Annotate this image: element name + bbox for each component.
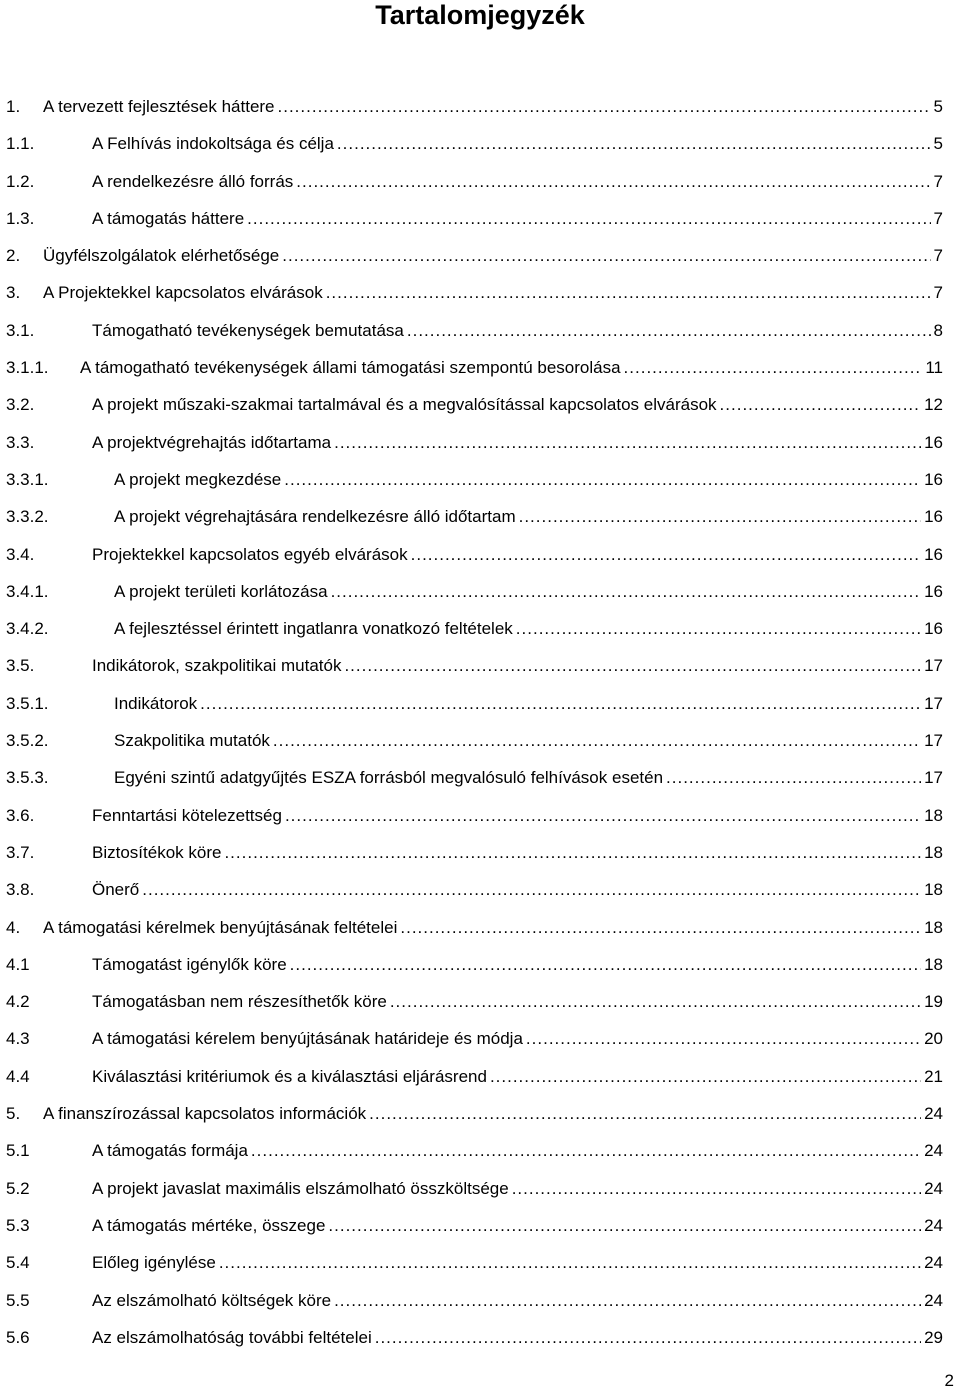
dot-leader xyxy=(666,759,921,796)
toc-entry-label: A támogatás formája xyxy=(92,1141,248,1161)
dot-leader xyxy=(516,610,921,647)
toc-entry[interactable] xyxy=(0,386,960,423)
toc-entry-number: 4.1 xyxy=(6,954,30,974)
toc-entry-number: 3.4.1. xyxy=(6,581,49,601)
dot-leader xyxy=(337,125,931,162)
dot-leader xyxy=(375,1319,921,1356)
dot-leader xyxy=(285,797,921,834)
toc-entry[interactable] xyxy=(0,237,960,274)
toc-entry-page: 16 xyxy=(924,469,943,489)
toc-entry[interactable] xyxy=(0,647,960,684)
toc-entry-page: 29 xyxy=(924,1327,943,1347)
toc-entry[interactable] xyxy=(0,200,960,237)
toc-entry-number: 4.2 xyxy=(6,992,30,1012)
toc-entry[interactable] xyxy=(0,797,960,834)
toc-entry-number: 5.3 xyxy=(6,1215,30,1235)
toc-entry-page: 7 xyxy=(933,208,943,228)
toc-entry-page: 16 xyxy=(924,544,943,564)
toc-entry-page: 24 xyxy=(924,1141,943,1161)
toc-entry-page: 12 xyxy=(924,395,943,415)
toc-entry-page: 5 xyxy=(933,134,943,154)
toc-entry[interactable] xyxy=(0,125,960,162)
toc-entry[interactable] xyxy=(0,685,960,722)
toc-entry[interactable] xyxy=(0,88,960,125)
toc-entry[interactable] xyxy=(0,871,960,908)
toc-entry-label: A Felhívás indokoltsága és célja xyxy=(92,134,334,154)
toc-entry-label: A projekt javaslat maximális elszámolható összköltsége xyxy=(92,1178,509,1198)
toc-entry[interactable] xyxy=(0,274,960,311)
dot-leader xyxy=(369,1095,921,1132)
toc-entry[interactable] xyxy=(0,946,960,983)
toc-entry-page: 16 xyxy=(924,432,943,452)
toc-entry-label: A projektvégrehajtás időtartama xyxy=(92,432,332,452)
toc-entry-label: A projekt megkezdése xyxy=(114,469,282,489)
toc-entry-label: A finanszírozással kapcsolatos információk xyxy=(43,1104,367,1124)
toc-entry[interactable] xyxy=(0,1319,960,1356)
toc-entry-number: 4.3 xyxy=(6,1029,30,1049)
toc-entry[interactable] xyxy=(0,498,960,535)
dot-leader xyxy=(326,274,931,311)
toc-entry-page: 24 xyxy=(924,1178,943,1198)
toc-entry-page: 7 xyxy=(933,246,943,266)
toc-entry[interactable] xyxy=(0,1244,960,1281)
toc-entry-number: 5.5 xyxy=(6,1290,30,1310)
toc-entry-number: 3.3.2. xyxy=(6,507,49,527)
toc-entry-number: 4. xyxy=(6,917,21,937)
toc-entry-label: A tervezett fejlesztések háttere xyxy=(43,97,275,116)
toc-entry[interactable] xyxy=(0,759,960,796)
dot-leader xyxy=(296,163,930,200)
toc-entry-label: Előleg igénylése xyxy=(92,1253,216,1273)
toc-entry-page: 21 xyxy=(924,1066,943,1086)
toc-entry-label: Indikátorok, szakpolitikai mutatók xyxy=(92,656,342,676)
toc-entry-label: Indikátorok xyxy=(114,693,198,713)
toc-entry[interactable] xyxy=(0,1170,960,1207)
dot-leader xyxy=(247,200,930,237)
toc-entry[interactable] xyxy=(0,349,960,386)
toc-entry[interactable] xyxy=(0,1207,960,1244)
toc-entry-label: Az elszámolhatóság további feltételei xyxy=(92,1327,372,1347)
toc-entry[interactable] xyxy=(0,1095,960,1132)
page-number: 2 xyxy=(944,1371,954,1390)
toc-entry-label: A támogatási kérelmek benyújtásának feltételei xyxy=(43,917,398,937)
toc-entry-label: Fenntartási kötelezettség xyxy=(92,805,282,825)
dot-leader xyxy=(200,685,921,722)
toc-entry-page: 17 xyxy=(924,768,943,788)
toc-entry-label: Szakpolitika mutatók xyxy=(114,731,270,751)
toc-entry-label: Biztosítékok köre xyxy=(92,842,222,862)
dot-leader xyxy=(624,349,923,386)
toc-entry[interactable] xyxy=(0,1058,960,1095)
toc-entry-number: 5. xyxy=(6,1104,21,1124)
toc-entry[interactable] xyxy=(0,163,960,200)
toc-entry-page: 17 xyxy=(924,656,943,676)
toc-entry-number: 5.2 xyxy=(6,1178,30,1198)
toc-entry[interactable] xyxy=(0,312,960,349)
toc-entry-number: 3.4. xyxy=(6,544,35,564)
toc-entry-label: Támogatásban nem részesíthetők köre xyxy=(92,992,387,1012)
dot-leader xyxy=(290,946,921,983)
dot-leader xyxy=(526,1020,921,1057)
toc-entry[interactable] xyxy=(0,424,960,461)
toc-entry-number: 5.1 xyxy=(6,1141,30,1161)
toc-entry-number: 3.8. xyxy=(6,880,35,900)
toc-entry-page: 19 xyxy=(924,992,943,1012)
dot-leader xyxy=(331,573,922,610)
toc-entry-page: 18 xyxy=(924,954,943,974)
toc-entry-page: 7 xyxy=(933,171,943,191)
page-title: Tartalomjegyzék xyxy=(375,0,585,30)
dot-leader xyxy=(512,1170,921,1207)
toc-entry-number: 5.4 xyxy=(6,1253,30,1273)
toc-entry-label: A fejlesztéssel érintett ingatlanra vonatkozó feltételek xyxy=(114,619,513,639)
toc-entry-number: 3.1.1. xyxy=(6,358,49,378)
toc-entry[interactable] xyxy=(0,1282,960,1319)
toc-entry-number: 3.3. xyxy=(6,432,35,452)
toc-entry[interactable] xyxy=(0,573,960,610)
toc-entry-number: 3. xyxy=(6,283,21,303)
toc-entry-page: 24 xyxy=(924,1215,943,1235)
toc-entry-label: A projekt területi korlátozása xyxy=(114,581,328,601)
table-of-contents xyxy=(0,88,960,1356)
dot-leader xyxy=(519,498,921,535)
dot-leader xyxy=(284,461,921,498)
toc-entry[interactable] xyxy=(0,610,960,647)
toc-entry-page: 24 xyxy=(924,1253,943,1273)
toc-entry-page: 17 xyxy=(924,693,943,713)
toc-entry[interactable] xyxy=(0,722,960,759)
toc-entry-page: 7 xyxy=(933,283,943,303)
toc-entry-label: A támogatás mértéke, összege xyxy=(92,1215,326,1235)
toc-entry-number: 3.5. xyxy=(6,656,35,676)
toc-entry-number: 3.3.1. xyxy=(6,469,49,489)
dot-leader xyxy=(282,237,930,274)
toc-entry-number: 3.7. xyxy=(6,842,35,862)
toc-entry-label: Egyéni szintű adatgyűjtés ESZA forrásból megvalósuló felhívások esetén xyxy=(114,768,664,788)
toc-entry-label: A rendelkezésre álló forrás xyxy=(92,171,294,191)
dot-leader xyxy=(407,312,931,349)
toc-entry-page: 24 xyxy=(924,1290,943,1310)
toc-entry[interactable] xyxy=(0,983,960,1020)
toc-entry[interactable] xyxy=(0,1020,960,1057)
dot-leader xyxy=(273,722,921,759)
dot-leader xyxy=(278,88,931,125)
dot-leader xyxy=(328,1207,921,1244)
toc-entry[interactable] xyxy=(0,909,960,946)
toc-entry-page: 8 xyxy=(933,320,943,340)
toc-entry-page: 18 xyxy=(924,805,943,825)
dot-leader xyxy=(411,536,921,573)
toc-entry-number: 2. xyxy=(6,246,21,266)
toc-entry-number: 1.3. xyxy=(6,208,35,228)
toc-entry-number: 3.1. xyxy=(6,320,35,340)
toc-entry-page: 20 xyxy=(924,1029,943,1049)
toc-entry-page: 16 xyxy=(924,581,943,601)
toc-entry-page: 18 xyxy=(924,842,943,862)
toc-entry-page: 11 xyxy=(925,358,943,378)
toc-entry-page: 16 xyxy=(924,507,943,527)
toc-entry-page: 24 xyxy=(924,1104,943,1124)
toc-entry-number: 4.4 xyxy=(6,1066,30,1086)
toc-entry-label: Az elszámolható költségek köre xyxy=(92,1290,332,1310)
toc-entry[interactable] xyxy=(0,536,960,573)
dot-leader xyxy=(142,871,921,908)
toc-entry-label: Projektekkel kapcsolatos egyéb elvárások xyxy=(92,544,408,564)
dot-leader xyxy=(390,983,921,1020)
toc-entry-label: A támogatás háttere xyxy=(92,208,245,228)
toc-entry-label: Önerő xyxy=(92,880,140,900)
toc-entry-label: A támogatási kérelem benyújtásának határideje és módja xyxy=(92,1029,523,1049)
toc-entry-number: 5.6 xyxy=(6,1327,30,1347)
dot-leader xyxy=(720,386,922,423)
toc-entry-number: 1. xyxy=(6,97,21,116)
dot-leader xyxy=(219,1244,921,1281)
toc-entry-page: 18 xyxy=(924,880,943,900)
toc-entry-number: 3.5.3. xyxy=(6,768,49,788)
toc-entry-number: 3.2. xyxy=(6,395,35,415)
toc-entry-number: 1.1. xyxy=(6,134,35,154)
dot-leader xyxy=(400,909,921,946)
toc-entry-number: 3.4.2. xyxy=(6,619,49,639)
toc-entry-label: A Projektekkel kapcsolatos elvárások xyxy=(43,283,323,303)
toc-entry[interactable] xyxy=(0,834,960,871)
dot-leader xyxy=(251,1132,921,1169)
toc-entry-page: 17 xyxy=(924,731,943,751)
toc-entry-label: A projekt végrehajtására rendelkezésre álló időtartam xyxy=(114,507,516,527)
toc-entry-page: 5 xyxy=(933,97,943,116)
toc-entry[interactable] xyxy=(0,461,960,498)
toc-entry-label: A projekt műszaki-szakmai tartalmával és a megvalósítással kapcsolatos elvárások xyxy=(92,395,717,415)
dot-leader xyxy=(334,1282,921,1319)
toc-entry-number: 3.6. xyxy=(6,805,35,825)
toc-entry[interactable] xyxy=(0,1132,960,1169)
toc-entry-number: 3.5.2. xyxy=(6,731,49,751)
toc-entry-label: Ügyfélszolgálatok elérhetősége xyxy=(43,246,280,266)
dot-leader xyxy=(344,647,921,684)
dot-leader xyxy=(334,424,921,461)
toc-entry-label: Támogatható tevékenységek bemutatása xyxy=(92,320,404,340)
toc-entry-page: 18 xyxy=(924,917,943,937)
dot-leader xyxy=(224,834,921,871)
toc-entry-label: A támogatható tevékenységek állami támogatási szempontú besorolása xyxy=(80,358,621,378)
dot-leader xyxy=(490,1058,921,1095)
toc-entry-number: 1.2. xyxy=(6,171,35,191)
toc-entry-label: Támogatást igénylők köre xyxy=(92,954,287,974)
toc-entry-label: Kiválasztási kritériumok és a kiválasztási eljárásrend xyxy=(92,1066,487,1086)
toc-entry-number: 3.5.1. xyxy=(6,693,49,713)
toc-entry-page: 16 xyxy=(924,619,943,639)
